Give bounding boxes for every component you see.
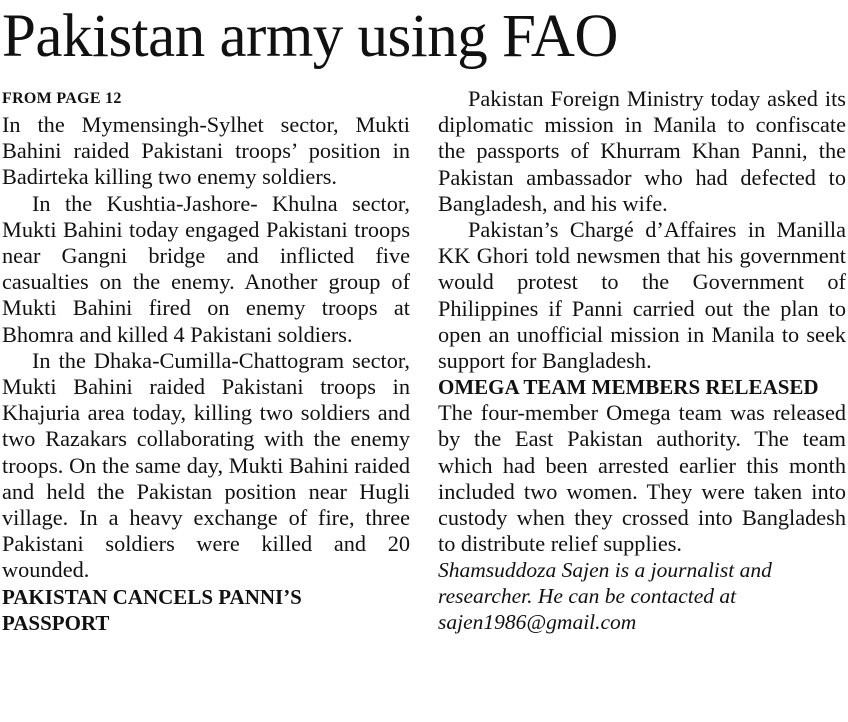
- author-byline: Shamsuddoza Sajen is a journalist and researcher. He can be contacted at sajen1986@gmail.com: [438, 558, 772, 635]
- headline: Pakistan army using FAO: [2, 3, 618, 70]
- left-column: [2, 86, 410, 636]
- right-column: [438, 86, 846, 635]
- paragraph-kushtia: In the Kushtia-Jashore- Khulna sector, Mukti Bahini today engaged Pakistani troops near Gangni bridge and inflicted five casualties on the enemy. Another group of Mukti Bahini fired on enemy troops at Bhomra and killed 4 Pakistani soldiers.: [2, 190, 410, 347]
- subhead-panni-passport: PAKISTAN CANCELS PANNI’S PASSPORT: [2, 584, 302, 635]
- paragraph-dhaka: In the Dhaka-Cumilla-Chattogram sector, Mukti Bahini raided Pakistani troops in Khajuria area today, killing two soldiers and two Razakars collaborating with the enemy troops. On the same day, Mukti Bahini raided and held the Pakistan position near Hugli village. In a heavy exchange of fire, three Pakistani soldiers were killed and 20 wounded.: [2, 347, 410, 583]
- paragraph-omega-team: The four-member Omega team was released by the East Pakistan authority. The team which had been arrested earlier this month included two women. They were taken into custody when they crossed into Bangladesh to distribute relief supplies.: [438, 400, 846, 557]
- paragraph-charge-daffaires: Pakistan’s Chargé d’Affaires in Manilla KK Ghori told newsmen that his government would protest to the Government of Philippines if Panni carried out the plan to open an unofficial mission in Manila to seek support for Bangladesh.: [438, 217, 846, 374]
- subhead-omega-team: OMEGA TEAM MEMBERS RELEASED: [438, 375, 819, 400]
- continued-from-kicker: FROM PAGE 12: [2, 90, 122, 107]
- paragraph-foreign-ministry: Pakistan Foreign Ministry today asked its diplomatic mission in Manila to confiscate the passports of Khurram Khan Panni, the Pakistan ambassador who had defected to Bangladesh, and his wife.: [438, 86, 846, 216]
- paragraph-mymensingh: In the Mymensingh-Sylhet sector, Mukti Bahini raided Pakistani troops’ position in Badirteka killing two enemy soldiers.: [2, 112, 410, 190]
